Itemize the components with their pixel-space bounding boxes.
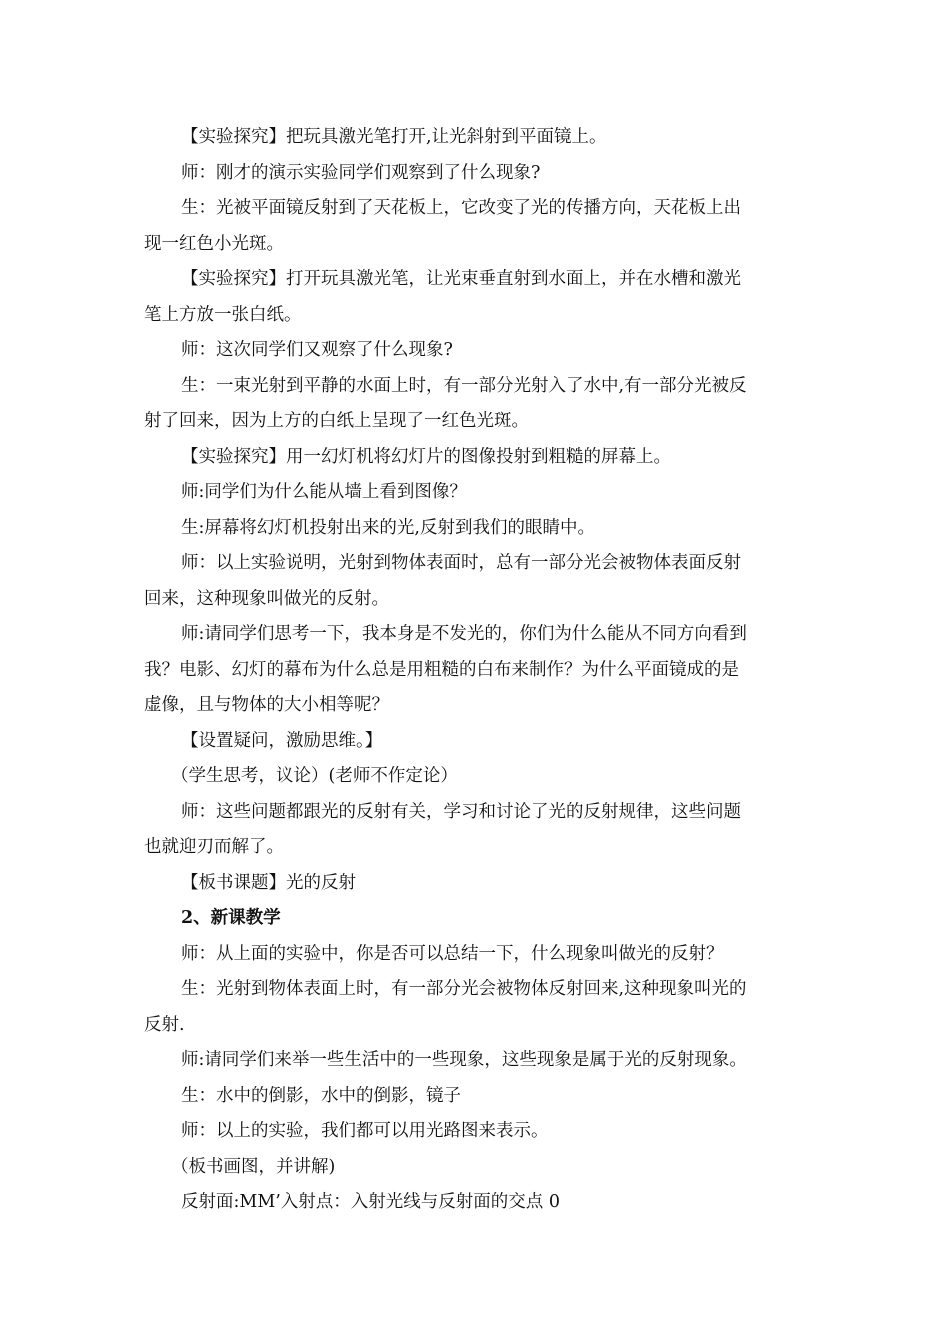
paragraph-line: 师：这些问题都跟光的反射有关，学习和讨论了光的反射规律，这些问题 xyxy=(181,801,741,822)
paragraph-teacher-conclusion xyxy=(144,795,808,866)
paragraph-board-drawing xyxy=(144,1150,808,1186)
paragraph-line: 笔上方放一张白纸。 xyxy=(144,304,302,325)
paragraph-line: 【板书课题】光的反射 xyxy=(181,872,356,893)
paragraph-experiment-3 xyxy=(144,440,808,476)
paragraph-teacher-question-4 xyxy=(144,937,808,973)
paragraph-student-answer-4 xyxy=(144,972,808,1043)
paragraph-line: 也就迎刃而解了。 xyxy=(144,837,284,857)
paragraph-line: 师:同学们为什么能从墙上看到图像？ xyxy=(181,482,467,502)
paragraph-line: （板书画图，并讲解) xyxy=(171,1156,336,1177)
paragraph-line: 师：从上面的实验中，你是否可以总结一下，什么现象叫做光的反射？ xyxy=(181,943,724,964)
paragraph-line: 生：水中的倒影，水中的倒影，镜子 xyxy=(181,1085,461,1106)
paragraph-line: 师:请同学们来举一些生活中的一些现象，这些现象是属于光的反射现象。 xyxy=(181,1050,747,1070)
paragraph-line: 现一红色小光斑。 xyxy=(144,233,284,254)
paragraph-teacher-question-1 xyxy=(144,156,808,192)
paragraph-student-answer-2 xyxy=(144,369,808,440)
paragraph-line: 射了回来，因为上方的白纸上呈现了一红色光斑。 xyxy=(144,411,529,431)
paragraph-student-examples xyxy=(144,1079,808,1115)
paragraph-line: 师：以上的实验，我们都可以用光路图来表示。 xyxy=(181,1121,549,1141)
paragraph-reflection-surface xyxy=(144,1185,808,1221)
paragraph-line: 【实验探究】打开玩具激光笔，让光束垂直射到水面上，并在水槽和激光 xyxy=(181,269,741,289)
paragraph-experiment-1 xyxy=(144,120,808,156)
paragraph-line: 生:屏幕将幻灯机投射出来的光,反射到我们的眼睛中。 xyxy=(181,517,595,538)
section-heading-text: 2、新课教学 xyxy=(181,908,281,928)
section-heading-new-lesson xyxy=(144,901,808,937)
paragraph-teacher-question-3 xyxy=(144,475,808,511)
document-body xyxy=(144,120,808,1221)
paragraph-set-question xyxy=(144,724,808,760)
paragraph-line: （学生思考，议论）(老师不作定论） xyxy=(171,766,458,786)
paragraph-board-title xyxy=(144,866,808,902)
paragraph-teacher-request xyxy=(144,1043,808,1079)
paragraph-teacher-summary xyxy=(144,546,808,617)
paragraph-experiment-2 xyxy=(144,262,808,333)
paragraph-line: 生：一束光射到平静的水面上时，有一部分光射入了水中,有一部分光被反 xyxy=(181,375,747,396)
paragraph-student-answer-3 xyxy=(144,511,808,547)
paragraph-line: 师：这次同学们又观察了什么现象? xyxy=(181,340,453,360)
paragraph-student-discussion xyxy=(144,759,808,795)
paragraph-teacher-diagram xyxy=(144,1114,808,1150)
paragraph-line: 【实验探究】用一幻灯机将幻灯片的图像投射到粗糙的屏幕上。 xyxy=(181,446,671,467)
paragraph-line: 反射面:MM’入射点：入射光线与反射面的交点 0 xyxy=(181,1192,560,1212)
paragraph-line: 反射. xyxy=(144,1014,185,1035)
paragraph-line: 我？电影、幻灯的幕布为什么总是用粗糙的白布来制作？为什么平面镜成的是 xyxy=(144,659,739,680)
paragraph-line: 虚像，且与物体的大小相等呢？ xyxy=(144,695,389,715)
paragraph-line: 【实验探究】把玩具激光笔打开,让光斜射到平面镜上。 xyxy=(181,127,607,147)
paragraph-line: 生：光被平面镜反射到了天花板上，它改变了光的传播方向，天花板上出 xyxy=(181,198,741,218)
paragraph-line: 师:请同学们思考一下，我本身是不发光的，你们为什么能从不同方向看到 xyxy=(181,624,747,644)
paragraph-line: 师：以上实验说明，光射到物体表面时，总有一部分光会被物体表面反射 xyxy=(181,553,741,573)
paragraph-line: 回来，这种现象叫做光的反射。 xyxy=(144,588,389,609)
paragraph-line: 生：光射到物体表面上时，有一部分光会被物体反射回来,这种现象叫光的 xyxy=(181,979,747,999)
paragraph-teacher-think xyxy=(144,617,808,724)
paragraph-line: 【设置疑问，激励思维。】 xyxy=(181,730,383,751)
paragraph-line: 师：刚才的演示实验同学们观察到了什么现象? xyxy=(181,162,541,183)
paragraph-student-answer-1 xyxy=(144,191,808,262)
paragraph-teacher-question-2 xyxy=(144,333,808,369)
